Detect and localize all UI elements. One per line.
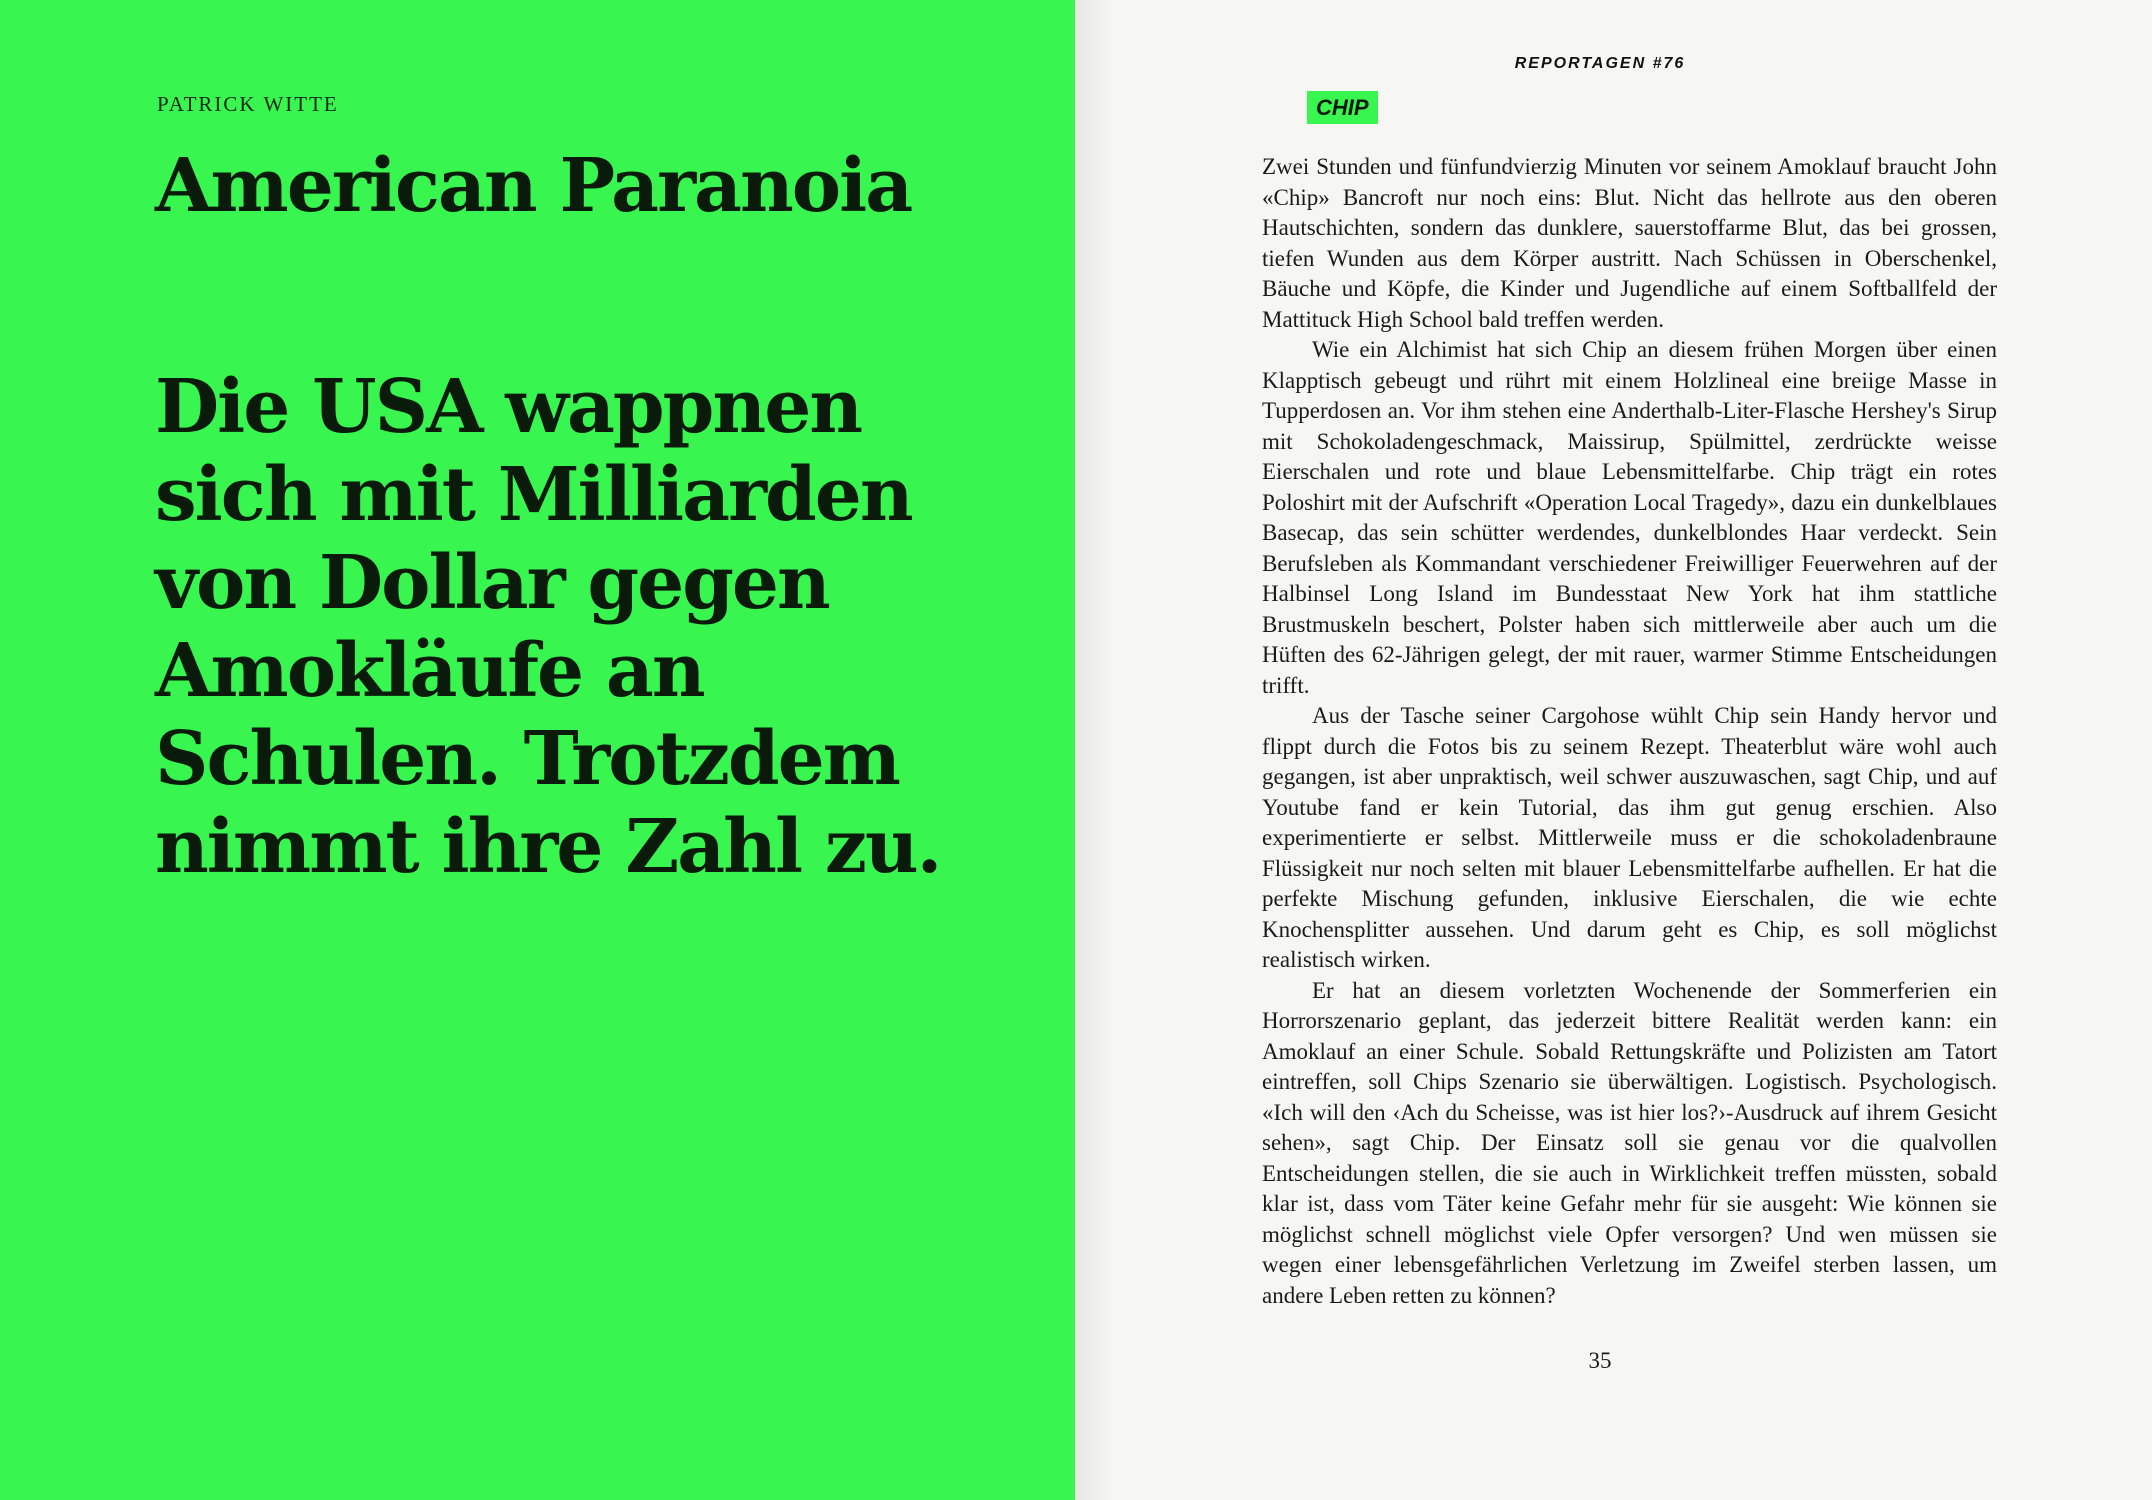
body-paragraph: Zwei Stunden und fünfundvierzig Minuten vor seinem Amoklauf braucht John «Chip» Bancroft nur noch eins: Blut. Nicht das hellrote aus den oberen Hautschichten, sondern das dunklere, sauerstoffarme Blut, das bei grossen, tiefen Wunden aus dem Körper austritt. Nach Schüssen in Oberschenkel, Bäuche und Köpfe, die Kinder und Jugendliche auf einem Softballfeld der Mattituck High School bald treffen werden. [1262, 154, 1997, 332]
section-tag: CHIP [1307, 91, 1378, 124]
page-number: 35 [1588, 1348, 1612, 1373]
body-paragraph: Wie ein Alchimist hat sich Chip an diesem frühen Morgen über einen Klapptisch gebeugt und rührt mit einem Holzlineal eine breiige Masse in Tupperdosen an. Vor ihm stehen eine Anderthalb-Liter-Flasche Hershey's Sirup mit Schokoladengeschmack, Maissirup, Spülmittel, zerdrückte weisse Eierschalen und rote und blaue Lebensmittelfarbe. Chip trägt ein rotes Poloshirt mit der Aufschrift «Operation Local Tragedy», dazu ein dunkelblaues Basecap, das sein schütter werdendes, dunkelblondes Haar verdeckt. Sein Berufsleben als Kommandant verschiedener Freiwilliger Feuerwehren auf der Halbinsel Long Island im Bundesstaat New York hat ihm stattliche Brustmuskeln beschert, Polster haben sich mittlerweile aber auch um die Hüften des 62-Jährigen gelegt, der mit rauer, warmer Stimme Entscheidungen trifft. [1262, 337, 1997, 698]
running-head: REPORTAGEN #76 [1514, 55, 1686, 72]
article-subtitle: Die USA wappnen sich mit Milliarden von Dollar gegen Amokläufe an Schulen. Trotzdem nimmt ihre Zahl zu. [155, 364, 941, 890]
author-name: PATRICK WITTE [157, 92, 339, 116]
article-title: American Paranoia [155, 143, 912, 229]
body-paragraph: Aus der Tasche seiner Cargohose wühlt Chip sein Handy hervor und flippt durch die Fotos bis zu seinem Rezept. Theaterblut wäre wohl auch gegangen, ist aber unpraktisch, weil schwer auszuwaschen, sagt Chip, und auf Youtube fand er kein Tutorial, das ihm gut genug erschien. Also experimentierte er selbst. Mittlerweile muss er die schokoladenbraune Flüssigkeit nur noch selten mit blauer Lebensmittelfarbe aufhellen. Er hat die perfekte Mischung gefunden, inklusive Eierschalen, die wie echte Knochensplitter aussehen. Und darum geht es Chip, es soll möglichst realistisch wirken. [1262, 703, 1997, 972]
book-gutter [1075, 0, 1115, 1500]
body-paragraph: Er hat an diesem vorletzten Wochenende der Sommerferien ein Horrorszenario geplant, das jederzeit bittere Realität werden kann: ein Amoklauf an einer Schule. Sobald Rettungskräfte und Polizisten am Tatort eintreffen, soll Chips Szenario sie überwältigen. Logistisch. Psychologisch. «Ich will den ‹Ach du Scheisse, was ist hier los?›-Ausdruck auf ihrem Gesicht sehen», sagt Chip. Der Einsatz soll sie genau vor die qualvollen Entscheidungen stellen, die sie auch in Wirklichkeit treffen müssten, sobald klar ist, dass vom Täter keine Gefahr mehr für sie ausgeht: Wie können sie möglichst schnell möglichst viele Opfer versorgen? Und wen müssen sie wegen einer lebensgefährlichen Verletzung im Zweifel sterben lassen, um andere Leben retten zu können? [1262, 977, 1997, 1308]
article-body [1262, 152, 1997, 1311]
